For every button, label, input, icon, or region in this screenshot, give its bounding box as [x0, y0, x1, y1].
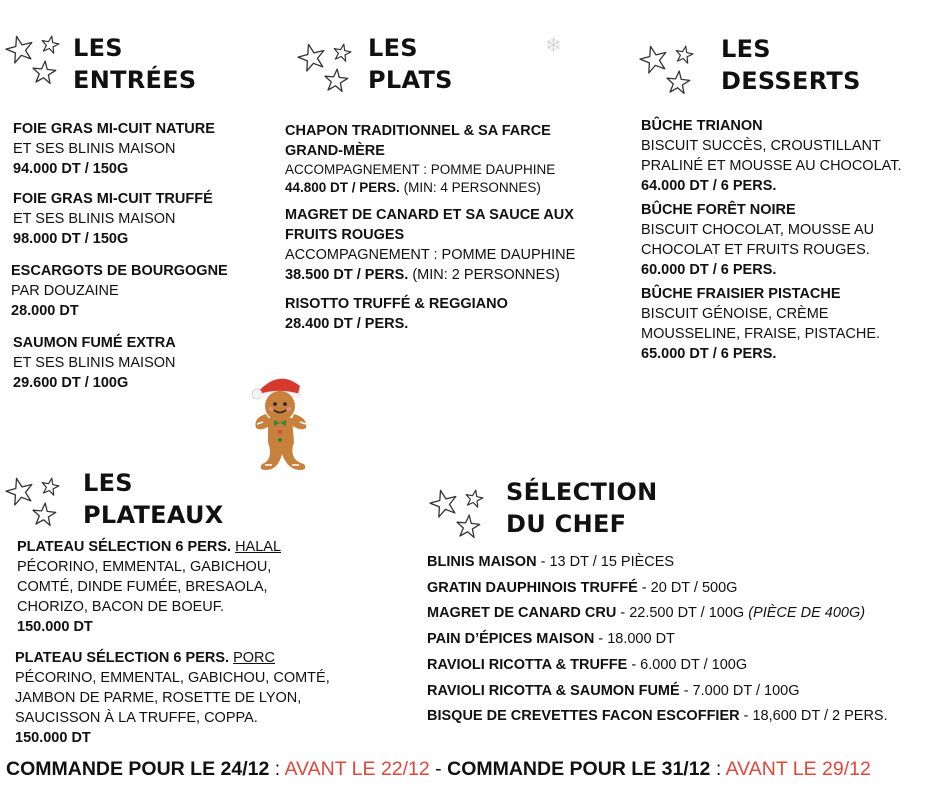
list-item: BLINIS MAISON - 13 DT / 15 PIÈCES	[427, 554, 675, 570]
item-name: BÛCHE TRIANON	[641, 118, 763, 134]
stars-icon	[296, 38, 358, 98]
stars-icon	[428, 484, 490, 544]
list-item: BISQUE DE CREVETTES FACON ESCOFFIER - 18,600 DT / 2 PERS.	[427, 708, 888, 725]
selection-list	[427, 550, 932, 730]
item-price: 60.000 DT / 6 PERS.	[641, 262, 777, 278]
menu-item	[641, 200, 906, 280]
stars-icon	[4, 30, 66, 90]
item-name: CHAPON TRADITIONNEL & SA FARCE GRAND-MÈRE	[285, 123, 551, 159]
order-label: COMMANDE POUR LE 24/12	[6, 758, 270, 780]
item-name: SAUMON FUMÉ EXTRA	[13, 335, 176, 351]
item-price: 28.400 DT / PERS.	[285, 316, 409, 332]
item-name: RISOTTO TRUFFÉ & REGGIANO	[285, 296, 508, 312]
item-name: PLATEAU SÉLECTION 6 PERS. PORC	[15, 650, 275, 666]
menu-item	[285, 121, 585, 197]
menu-item	[13, 189, 278, 249]
item-name: BÛCHE FRAISIER PISTACHE	[641, 286, 841, 302]
section-title-desserts: LES DESSERTS	[721, 35, 861, 95]
item-name: FOIE GRAS MI-CUIT TRUFFÉ	[13, 191, 213, 207]
order-deadlines: COMMANDE POUR LE 24/12 : AVANT LE 22/12 - COMMANDE POUR LE 31/12 : AVANT LE 29/12	[6, 758, 871, 780]
menu-item	[285, 205, 595, 285]
item-name: BÛCHE FORÊT NOIRE	[641, 202, 796, 218]
snowflake-icon: ❄	[545, 35, 562, 57]
menu-item	[17, 537, 317, 637]
item-description: PÉCORINO, EMMENTAL, GABICHOU, COMTÉ, DINDE FUMÉE, BRESAOLA, CHORIZO, BACON DE BOEUF.	[17, 559, 272, 615]
order-deadline: AVANT LE 22/12	[284, 758, 430, 780]
item-name: MAGRET DE CANARD ET SA SAUCE AUX FRUITS ROUGES	[285, 207, 583, 243]
item-description: ET SES BLINIS MAISON	[13, 355, 176, 371]
item-description: BISCUIT CHOCOLAT, MOUSSE AU CHOCOLAT ET FRUITS ROUGES.	[641, 222, 875, 258]
item-note: (MIN: 4 PERSONNES)	[403, 180, 541, 195]
item-description: BISCUIT GÉNOISE, CRÈME MOUSSELINE, FRAISE, PISTACHE.	[641, 306, 881, 342]
item-description: ET SES BLINIS MAISON	[13, 141, 176, 157]
item-description: BISCUIT SUCCÈS, CROUSTILLANT PRALINÉ ET MOUSSE AU CHOCOLAT.	[641, 138, 902, 174]
item-description: ACCOMPAGNEMENT : POMME DAUPHINE	[285, 162, 556, 177]
order-deadline: AVANT LE 29/12	[725, 758, 871, 780]
item-description: PÉCORINO, EMMENTAL, GABICHOU, COMTÉ, JAMBON DE PARME, ROSETTE DE LYON, SAUCISSON À LA TRUFFE, COPPA.	[15, 670, 330, 726]
item-price: 38.500 DT / PERS. (MIN: 2 PERSONNES)	[285, 267, 560, 283]
stars-icon	[4, 472, 66, 532]
menu-item	[15, 648, 335, 748]
item-description: ACCOMPAGNEMENT : POMME DAUPHINE	[285, 247, 576, 263]
item-note: (MIN: 2 PERSONNES)	[412, 267, 560, 283]
item-price: 94.000 DT / 150G	[13, 161, 129, 177]
item-name: ESCARGOTS DE BOURGOGNE	[11, 263, 228, 279]
item-price: 44.800 DT / PERS. (MIN: 4 PERSONNES)	[285, 180, 541, 195]
order-label: COMMANDE POUR LE 31/12	[447, 758, 711, 780]
list-item: PAIN D’ÉPICES MAISON - 18.000 DT	[427, 631, 675, 648]
menu-item	[13, 119, 278, 179]
section-title-plateaux: LES PLATEAUX	[83, 469, 224, 529]
menu-item	[11, 261, 276, 321]
list-item: RAVIOLI RICOTTA & TRUFFE - 6.000 DT / 100G	[427, 656, 748, 673]
item-price: 98.000 DT / 150G	[13, 231, 129, 247]
section-title-plats: LES PLATS	[368, 34, 453, 94]
list-item: RAVIOLI RICOTTA & SAUMON FUMÉ - 7.000 DT / 100G	[427, 682, 800, 699]
menu-item	[13, 333, 278, 393]
stars-icon	[638, 40, 700, 100]
item-price: 28.000 DT	[11, 303, 79, 319]
item-label: HALAL	[235, 539, 282, 555]
item-description: PAR DOUZAINE	[11, 283, 119, 299]
item-price: 64.000 DT / 6 PERS.	[641, 178, 777, 194]
gingerbread-man-icon	[248, 372, 330, 472]
menu-item	[641, 284, 906, 364]
item-price: 65.000 DT / 6 PERS.	[641, 346, 777, 362]
item-name: FOIE GRAS MI-CUIT NATURE	[13, 121, 215, 137]
list-item: GRATIN DAUPHINOIS TRUFFÉ - 20 DT / 500G	[427, 579, 738, 596]
item-price: 150.000 DT	[17, 619, 93, 635]
item-name: PLATEAU SÉLECTION 6 PERS. HALAL	[17, 539, 282, 555]
menu-item	[285, 294, 585, 334]
menu-item	[641, 116, 926, 196]
section-title-selection: SÉLECTION DU CHEF	[506, 478, 658, 538]
section-title-entrees: LES ENTRÉES	[73, 34, 197, 94]
list-item: MAGRET DE CANARD CRU - 22.500 DT / 100G (PIÈCE DE 400G)	[427, 605, 866, 622]
item-description: ET SES BLINIS MAISON	[13, 211, 176, 227]
item-price: 150.000 DT	[15, 730, 91, 746]
item-price: 29.600 DT / 100G	[13, 375, 129, 391]
item-label: PORC	[233, 650, 275, 666]
